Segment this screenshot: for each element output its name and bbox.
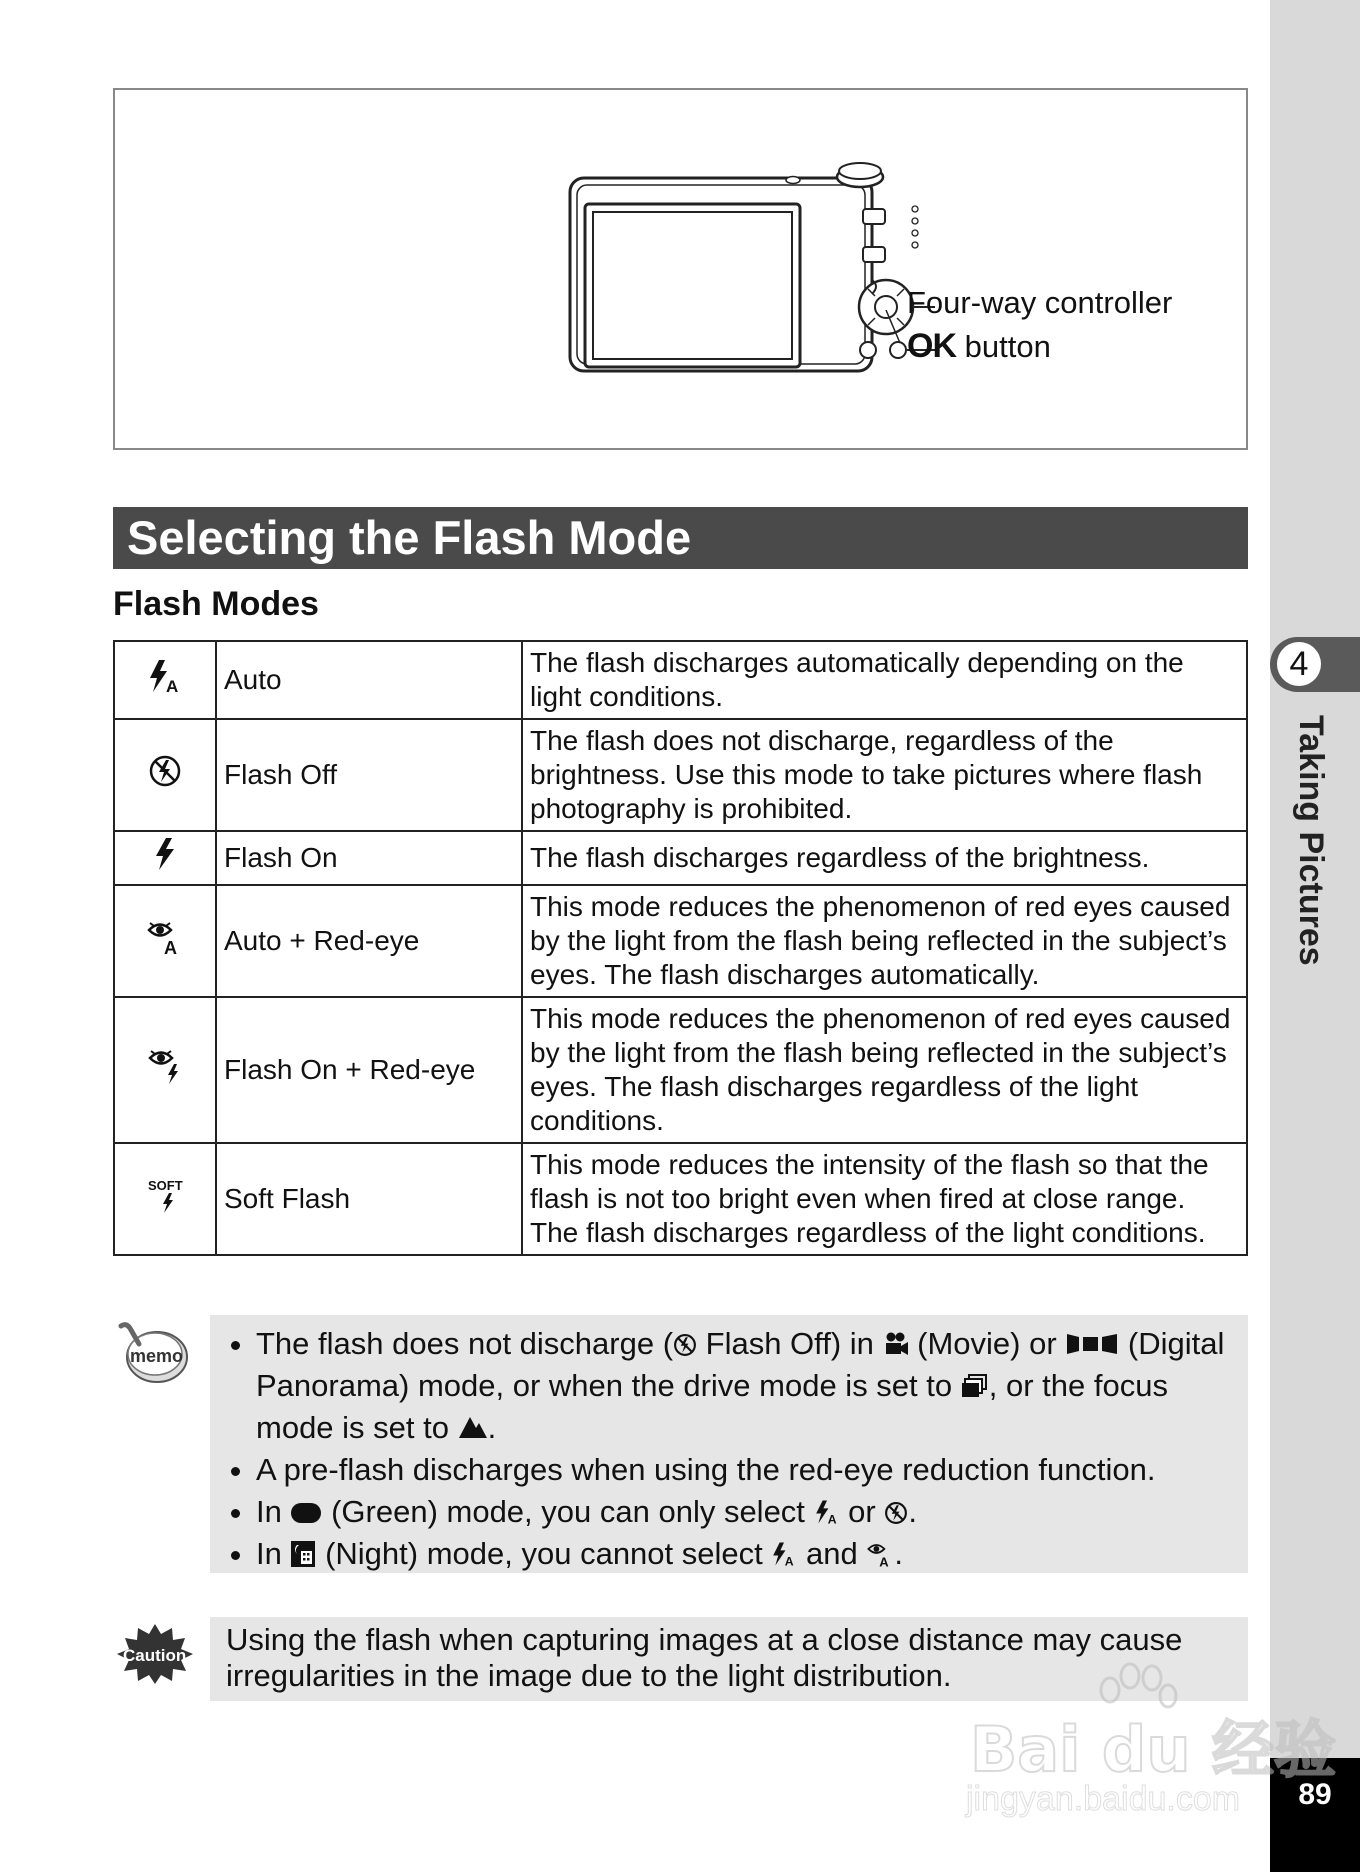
mode-name: Auto xyxy=(216,641,522,719)
auto-red-eye-icon xyxy=(866,1541,894,1567)
mountain-focus-icon xyxy=(458,1414,488,1440)
green-mode-icon xyxy=(290,1501,322,1525)
memo-text: The flash does not discharge ( xyxy=(256,1326,674,1361)
ok-glyph: OK xyxy=(907,327,956,365)
table-row xyxy=(114,1143,1247,1255)
memo-text: In xyxy=(256,1536,291,1571)
caution-box: Using the flash when capturing images at a close distance may cause irregularities in the image due to the light distribution. xyxy=(210,1617,1248,1701)
memo-text: In xyxy=(256,1494,291,1529)
table-row xyxy=(114,719,1247,831)
flash-modes-table xyxy=(113,640,1248,1256)
memo-text: . xyxy=(487,1410,497,1445)
camera-back-illustration xyxy=(455,160,935,390)
page-number: 89 xyxy=(1270,1758,1360,1872)
memo-text: (Green) mode, you can only select xyxy=(322,1494,814,1529)
svg-text:A: A xyxy=(164,938,177,955)
mode-name: Soft Flash xyxy=(216,1143,522,1255)
flash-auto-icon xyxy=(147,658,183,694)
mode-name: Flash On xyxy=(216,831,522,885)
mode-description: This mode reduces the intensity of the flash so that the flash is not too bright even when fired at close range. The flash discharges regardless of the light conditions. xyxy=(522,1143,1247,1255)
mode-name: Auto + Red-eye xyxy=(216,885,522,997)
watermark-logo: Bai du 经验 xyxy=(970,1713,1337,1786)
table-row xyxy=(114,641,1247,719)
svg-text:A: A xyxy=(827,1512,837,1525)
mode-name: Flash Off xyxy=(216,719,522,831)
four-way-controller-label: Four-way controller xyxy=(907,285,1173,320)
memo-text: (Night) mode, you cannot select xyxy=(316,1536,772,1571)
watermark-url: jingyan.baidu.com xyxy=(966,1780,1241,1818)
memo-text: and xyxy=(797,1536,867,1571)
memo-text: (Digital Panorama) mode, or when the drive mode is set to xyxy=(256,1326,1225,1403)
caution-label: Caution xyxy=(123,1646,187,1665)
ok-button-text: button xyxy=(964,329,1051,364)
icon-cell xyxy=(114,997,216,1143)
flash-modes-heading: Flash Modes xyxy=(113,585,319,623)
memo-text: or xyxy=(839,1494,885,1529)
chapter-title: Taking Pictures xyxy=(1292,715,1330,966)
list-item: • A pre-flash discharges when using the red-eye reduction function. xyxy=(256,1449,1238,1491)
memo-list xyxy=(210,1315,1248,1575)
mode-description: The flash discharges automatically depending on the light conditions. xyxy=(522,641,1247,719)
memo-text: (Movie) or xyxy=(908,1326,1066,1361)
memo-icon xyxy=(117,1320,189,1386)
memo-text: . xyxy=(894,1536,903,1571)
mode-description: This mode reduces the phenomenon of red eyes caused by the light from the flash being reflected in the subject’s eyes. The flash discharges regardless of the light conditions. xyxy=(522,997,1247,1143)
svg-text:A: A xyxy=(166,677,179,694)
mode-description: The flash does not discharge, regardless of the brightness. Use this mode to take pictures where flash photography is prohibited. xyxy=(522,719,1247,831)
icon-cell xyxy=(114,831,216,885)
soft-icon-text: SOFT xyxy=(148,1178,183,1193)
night-mode-icon xyxy=(290,1540,316,1568)
table-row xyxy=(114,997,1247,1143)
flash-off-icon xyxy=(148,754,182,788)
section-title: Selecting the Flash Mode xyxy=(113,507,1248,569)
mode-name: Flash On + Red-eye xyxy=(216,997,522,1143)
flash-on-red-eye-icon xyxy=(147,1047,183,1085)
icon-cell xyxy=(114,1143,216,1255)
memo-text: , or the focus mode is set to xyxy=(256,1368,1168,1445)
memo-label: memo xyxy=(130,1346,184,1366)
digital-panorama-icon xyxy=(1065,1332,1119,1356)
svg-text:A: A xyxy=(879,1554,889,1567)
mode-description: The flash discharges regardless of the brightness. xyxy=(522,831,1247,885)
flash-auto-icon xyxy=(814,1499,840,1525)
flash-off-icon xyxy=(673,1333,697,1357)
list-item xyxy=(256,1491,1238,1533)
icon-cell xyxy=(114,641,216,719)
icon-cell xyxy=(114,719,216,831)
list-item xyxy=(256,1323,1238,1449)
chapter-number: 4 xyxy=(1277,642,1321,686)
table-row xyxy=(114,885,1247,997)
memo-box xyxy=(210,1315,1248,1573)
memo-text: . xyxy=(908,1494,917,1529)
continuous-drive-icon xyxy=(961,1373,989,1399)
soft-flash-icon xyxy=(147,1176,183,1214)
flash-on-icon xyxy=(153,837,177,871)
movie-icon xyxy=(883,1331,909,1357)
memo-text: Flash Off) in xyxy=(697,1326,883,1361)
svg-text:A: A xyxy=(785,1554,794,1567)
camera-figure xyxy=(113,88,1248,450)
flash-off-icon xyxy=(884,1501,908,1525)
ok-button-label xyxy=(907,327,1051,366)
table-row xyxy=(114,831,1247,885)
flash-auto-icon xyxy=(771,1541,797,1567)
auto-red-eye-icon xyxy=(146,919,184,955)
icon-cell xyxy=(114,885,216,997)
list-item xyxy=(256,1533,1238,1575)
mode-description: This mode reduces the phenomenon of red eyes caused by the light from the flash being reflected in the subject’s eyes. The flash discharges automatically. xyxy=(522,885,1247,997)
caution-icon xyxy=(115,1622,195,1686)
